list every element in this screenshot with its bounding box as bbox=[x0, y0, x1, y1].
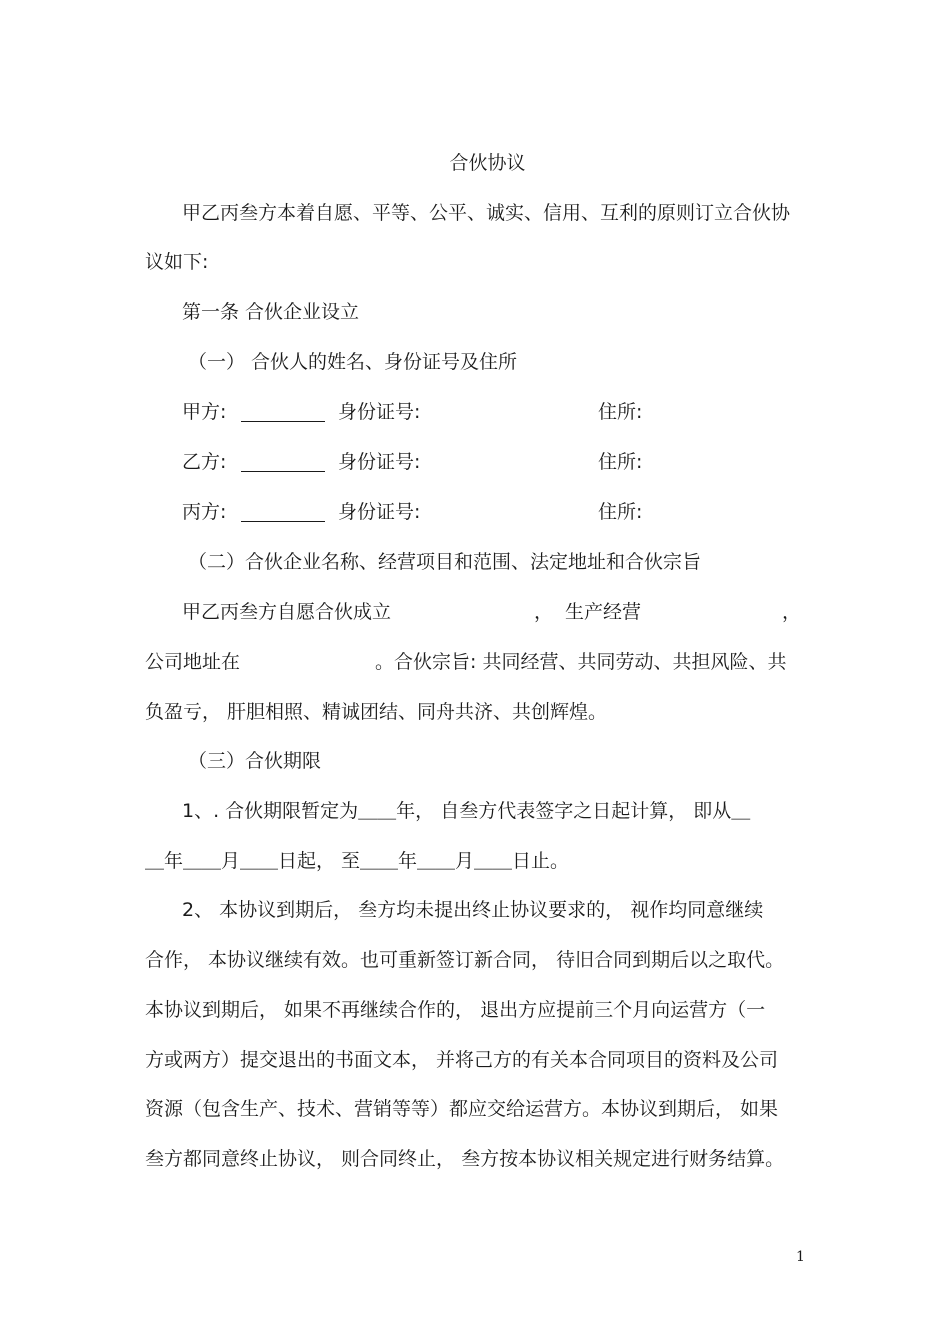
term-1-line-2: ＿年＿＿月＿＿日起， 至＿＿年＿＿月＿＿日止。 bbox=[145, 850, 570, 872]
article-1-heading: 第一条 合伙企业设立 bbox=[182, 301, 360, 323]
term-2-line-2: 合作， 本协议继续有效。也可重新签订新合同， 待旧合同到期后以之取代。 bbox=[145, 949, 785, 971]
party-b-id-label: 身份证号: bbox=[338, 451, 421, 473]
section-2-line-3: 负盈亏， 肝胆相照、精诚团结、同舟共济、共创辉煌。 bbox=[145, 701, 608, 723]
party-a-name-blank bbox=[241, 421, 325, 422]
term-2-line-5: 资源（包含生产、技术、营销等等）都应交给运营方。本协议到期后， 如果 bbox=[145, 1098, 779, 1120]
section-2-line-2-part-2: 。合伙宗旨: 共同经营、共同劳动、共担风险、共 bbox=[375, 651, 787, 673]
section-2-line-1-comma-1: ， bbox=[534, 601, 554, 623]
party-a-id-label: 身份证号: bbox=[338, 401, 421, 423]
party-b-name-blank bbox=[241, 471, 325, 472]
section-2-heading: （二）合伙企业名称、经营项目和范围、法定地址和合伙宗旨 bbox=[188, 551, 702, 573]
party-a-label: 甲方: bbox=[182, 401, 227, 423]
section-2-line-1-comma-2: ， bbox=[782, 601, 802, 623]
party-b-label: 乙方: bbox=[182, 451, 227, 473]
section-3-heading: （三）合伙期限 bbox=[188, 750, 322, 772]
document-title: 合伙协议 bbox=[449, 152, 526, 174]
section-2-line-2-part-1: 公司地址在 bbox=[145, 651, 241, 673]
party-c-address-label: 住所: bbox=[598, 501, 643, 523]
term-2-line-1: 2、 本协议到期后， 叁方均未提出终止协议要求的， 视作均同意继续 bbox=[182, 899, 764, 921]
term-2-line-3: 本协议到期后， 如果不再继续合作的， 退出方应提前三个月向运营方（一 bbox=[145, 999, 766, 1021]
intro-paragraph-line-2: 议如下: bbox=[145, 251, 209, 273]
intro-paragraph-line-1: 甲乙丙叁方本着自愿、平等、公平、诚实、信用、互利的原则订立合伙协 bbox=[182, 202, 791, 224]
term-2-line-4: 方或两方）提交退出的书面文本， 并将己方的有关本合同项目的资料及公司 bbox=[145, 1049, 779, 1071]
page-number: 1 bbox=[796, 1249, 805, 1265]
party-a-address-label: 住所: bbox=[598, 401, 643, 423]
party-c-name-blank bbox=[241, 521, 325, 522]
section-1-heading: （一） 合伙人的姓名、身份证号及住所 bbox=[188, 351, 518, 373]
party-c-id-label: 身份证号: bbox=[338, 501, 421, 523]
section-2-line-1-part-2: 生产经营 bbox=[565, 601, 642, 623]
term-2-line-6: 叁方都同意终止协议， 则合同终止， 叁方按本协议相关规定进行财务结算。 bbox=[145, 1148, 785, 1170]
party-c-label: 丙方: bbox=[182, 501, 227, 523]
section-2-line-1-part-1: 甲乙丙叁方自愿合伙成立 bbox=[182, 601, 392, 623]
term-1-line-1: 1、. 合伙期限暂定为＿＿年， 自叁方代表签字之日起计算， 即从＿ bbox=[182, 800, 751, 822]
party-b-address-label: 住所: bbox=[598, 451, 643, 473]
